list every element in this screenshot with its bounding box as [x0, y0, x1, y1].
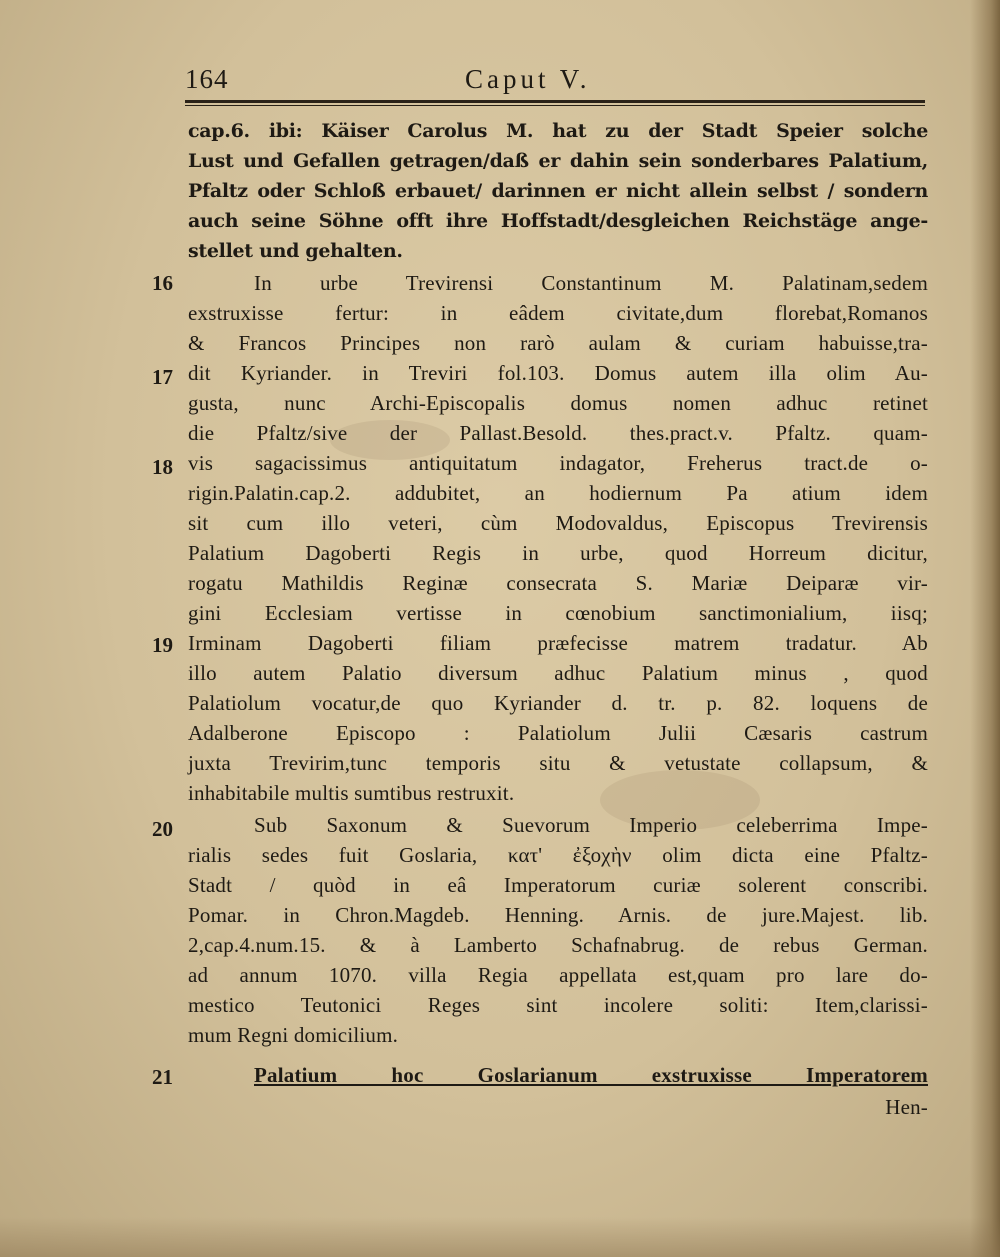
margin-number: 21: [152, 1065, 173, 1089]
text-line: sit cum illo veteri, cùm Modovaldus, Episcopus Trevirensis: [188, 511, 928, 535]
page-bottom-shadow: [0, 1217, 1000, 1257]
page-number: 164: [185, 64, 229, 94]
text-line: cap.6. ibi: Käiser Carolus M. hat zu der Stadt Speier solche: [188, 120, 928, 142]
margin-number: 18: [152, 455, 173, 479]
text-line: gusta, nunc Archi-Episcopalis domus nomen adhuc retinet: [188, 391, 928, 415]
text-line: ad annum 1070. villa Regia appellata est,quam pro lare do-: [188, 963, 928, 987]
running-head: [185, 62, 925, 96]
text-line: auch seine Söhne offt ihre Hoffstadt/desgleichen Reichstäge ange-: [188, 210, 928, 232]
text-line: inhabitabile multis sumtibus restruxit.: [188, 781, 515, 805]
page-edge-shadow: [970, 0, 1000, 1257]
margin-number: 17: [152, 365, 173, 389]
margin-number: 16: [152, 271, 173, 295]
text-line: Pfaltz oder Schloß erbauet/ darinnen er nicht allein selbst / sondern: [188, 180, 928, 202]
text-line: rigin.Palatin.cap.2. addubitet, an hodiernum Pa atium idem: [188, 481, 928, 505]
text-line: Adalberone Episcopo : Palatiolum Julii Cæsaris castrum: [188, 721, 928, 745]
catchword: Hen-: [885, 1095, 928, 1119]
text-line: Stadt / quòd in eâ Imperatorum curiæ solerent conscribi.: [188, 873, 928, 897]
text-line: gini Ecclesiam vertisse in cœnobium sanctimonialium, iisq;: [188, 601, 928, 625]
text-line: Pomar. in Chron.Magdeb. Henning. Arnis. de jure.Majest. lib.: [188, 903, 928, 927]
text-line: Palatium Dagoberti Regis in urbe, quod Horreum dicitur,: [188, 541, 928, 565]
text-line: Palatium hoc Goslarianum exstruxisse Imperatorem: [254, 1063, 928, 1087]
text-line: Lust und Gefallen getragen/daß er dahin sein sonderbares Palatium,: [188, 150, 928, 172]
text-line: illo autem Palatio diversum adhuc Palatium minus , quod: [188, 661, 928, 685]
text-line: Palatiolum vocatur,de quo Kyriander d. tr. p. 82. loquens de: [188, 691, 928, 715]
chapter-title: Caput V.: [465, 64, 591, 94]
text-line: 2,cap.4.num.15. & à Lamberto Schafnabrug. de rebus German.: [188, 933, 928, 957]
text-line: mum Regni domicilium.: [188, 1023, 399, 1047]
text-line: rogatu Mathildis Reginæ consecrata S. Mariæ Deiparæ vir-: [188, 571, 928, 595]
header-rule: [185, 100, 925, 106]
text-line: In urbe Trevirensi Constantinum M. Palatinam,sedem: [254, 271, 928, 295]
margin-number: 19: [152, 633, 173, 657]
text-line: juxta Trevirim,tunc temporis situ & vetustate collapsum, &: [188, 751, 928, 775]
text-line: Sub Saxonum & Suevorum Imperio celeberrima Impe-: [254, 813, 928, 837]
margin-number: 20: [152, 817, 173, 841]
text-line: rialis sedes fuit Goslaria, κατ' ἐξοχὴν olim dicta eine Pfaltz-: [188, 843, 928, 867]
text-line: & Francos Principes non rarò aulam & curiam habuisse,tra-: [188, 331, 928, 355]
text-line: exstruxisse fertur: in eâdem civitate,dum florebat,Romanos: [188, 301, 928, 325]
text-line: die Pfaltz/sive der Pallast.Besold. thes.pract.v. Pfaltz. quam-: [188, 421, 928, 445]
text-line: mestico Teutonici Reges sint incolere soliti: Item,clarissi-: [188, 993, 928, 1017]
text-line: stellet und gehalten.: [188, 240, 403, 262]
text-line: vis sagacissimus antiquitatum indagator, Freherus tract.de o-: [188, 451, 928, 475]
text-line: Irminam Dagoberti filiam præfecisse matrem tradatur. Ab: [188, 631, 928, 655]
text-line: dit Kyriander. in Treviri fol.103. Domus autem illa olim Au-: [188, 361, 928, 385]
